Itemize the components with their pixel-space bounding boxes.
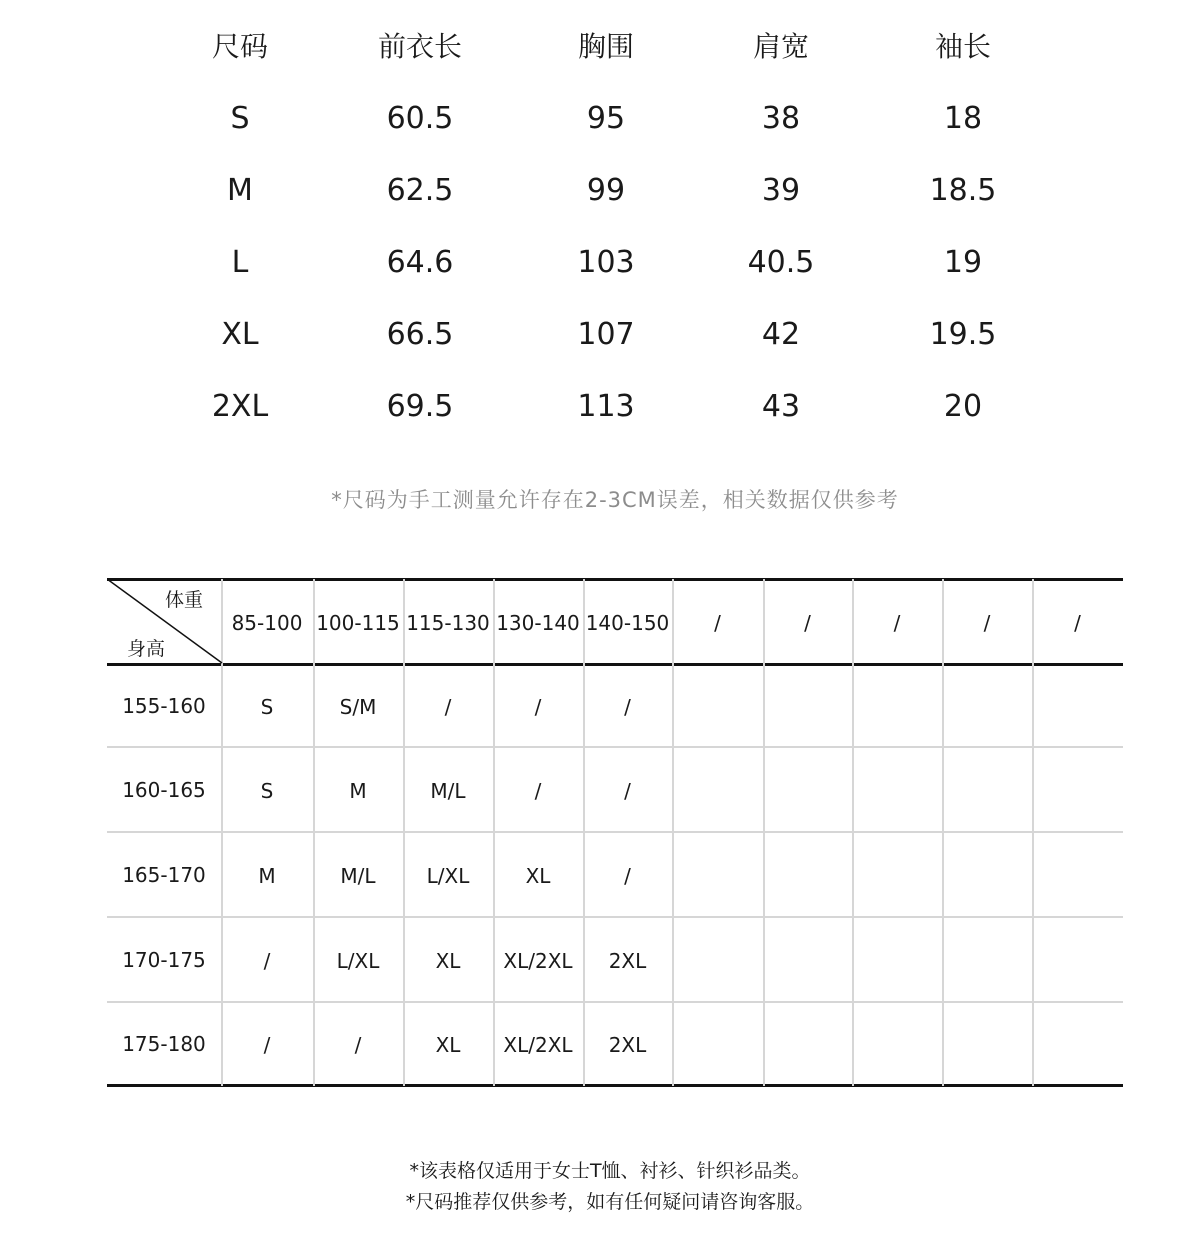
size-recommendation-cell: XL bbox=[525, 864, 551, 888]
size-recommendation-cell: L/XL bbox=[426, 864, 470, 888]
weight-axis-label: 体重 bbox=[165, 589, 204, 611]
weight-header: 85-100 bbox=[231, 611, 303, 635]
size-cell: 42 bbox=[761, 317, 801, 352]
size-recommendation-cell: 2XL bbox=[608, 949, 647, 973]
size-cell: 103 bbox=[577, 245, 635, 280]
size-recommendation-cell: XL/2XL bbox=[503, 1033, 573, 1057]
size-cell: M bbox=[227, 173, 253, 208]
size-cell: 60.5 bbox=[386, 101, 454, 136]
weight-header: 115-130 bbox=[406, 611, 490, 635]
size-cell: 40.5 bbox=[747, 245, 815, 280]
size-row bbox=[0, 382, 1200, 432]
size-recommendation-cell: L/XL bbox=[336, 949, 380, 973]
size-recommendation-cell: S bbox=[260, 779, 274, 803]
size-cell: 43 bbox=[761, 389, 801, 424]
size-recommendation-cell: XL bbox=[435, 949, 461, 973]
size-row bbox=[0, 166, 1200, 216]
size-cell: 2XL bbox=[211, 389, 269, 424]
header-front-length: 前衣长 bbox=[377, 30, 462, 63]
size-cell: 99 bbox=[586, 173, 626, 208]
size-row bbox=[0, 94, 1200, 144]
size-cell: 64.6 bbox=[386, 245, 454, 280]
size-cell: 66.5 bbox=[386, 317, 454, 352]
size-recommendation-cell: / bbox=[624, 864, 631, 888]
size-recommendation-cell: / bbox=[624, 695, 631, 719]
size-recommendation-cell: S/M bbox=[339, 695, 377, 719]
height-row-label: 175-180 bbox=[122, 1032, 206, 1056]
size-recommendation-cell: / bbox=[354, 1033, 362, 1057]
height-row-label: 160-165 bbox=[122, 778, 206, 802]
header-shoulder: 肩宽 bbox=[752, 30, 809, 63]
weight-header: 140-150 bbox=[585, 611, 670, 635]
height-row-label: 170-175 bbox=[122, 948, 206, 972]
weight-header: / bbox=[893, 611, 901, 635]
weight-header: / bbox=[714, 611, 721, 635]
size-cell: 69.5 bbox=[386, 389, 454, 424]
header-size: 尺码 bbox=[211, 30, 268, 63]
size-cell: L bbox=[231, 245, 249, 280]
size-row bbox=[0, 238, 1200, 288]
weight-header: 130-140 bbox=[496, 611, 580, 635]
size-recommendation-cell: / bbox=[444, 695, 452, 719]
size-cell: 38 bbox=[761, 101, 801, 136]
size-cell: 19 bbox=[943, 245, 983, 280]
weight-header: / bbox=[983, 611, 991, 635]
footer-note-reference: *尺码推荐仅供参考，如有任何疑问请咨询客服。 bbox=[405, 1191, 815, 1213]
size-recommendation-cell: / bbox=[263, 949, 271, 973]
size-row bbox=[0, 310, 1200, 360]
size-recommendation-cell: / bbox=[534, 779, 542, 803]
size-recommendation-cell: 2XL bbox=[608, 1033, 647, 1057]
header-sleeve: 袖长 bbox=[934, 30, 991, 63]
size-cell: 95 bbox=[586, 101, 626, 136]
measurement-note: *尺码为手工测量允许存在2-3CM误差，相关数据仅供参考 bbox=[331, 488, 899, 512]
size-cell: 18 bbox=[943, 101, 983, 136]
height-row-label: 155-160 bbox=[122, 694, 206, 718]
size-cell: 19.5 bbox=[929, 317, 997, 352]
size-recommendation-cell: / bbox=[263, 1033, 271, 1057]
size-recommendation-cell: XL/2XL bbox=[503, 949, 573, 973]
size-cell: 107 bbox=[577, 317, 635, 352]
size-cell: 18.5 bbox=[929, 173, 997, 208]
header-bust: 胸围 bbox=[577, 30, 634, 63]
size-cell: 113 bbox=[577, 389, 635, 424]
size-cell: XL bbox=[221, 317, 259, 352]
size-cell: 39 bbox=[761, 173, 801, 208]
size-recommendation-cell: M bbox=[258, 864, 276, 888]
size-cell: 62.5 bbox=[386, 173, 454, 208]
height-row-label: 165-170 bbox=[122, 863, 206, 887]
size-cell: 20 bbox=[943, 389, 983, 424]
weight-header: / bbox=[1074, 611, 1081, 635]
size-recommendation-cell: M/L bbox=[340, 864, 376, 888]
size-table-header bbox=[0, 22, 1200, 72]
size-recommendation-cell: / bbox=[534, 695, 542, 719]
footer-note-applicability: *该表格仅适用于女士T恤、衬衫、针织衫品类。 bbox=[409, 1160, 811, 1182]
size-cell: S bbox=[230, 101, 250, 136]
size-recommendation-cell: M/L bbox=[430, 779, 466, 803]
height-axis-label: 身高 bbox=[127, 638, 166, 660]
size-recommendation-cell: S bbox=[260, 695, 274, 719]
size-recommendation-cell: M bbox=[349, 779, 367, 803]
weight-header: 100-115 bbox=[316, 611, 400, 635]
size-recommendation-grid bbox=[107, 578, 1123, 1087]
size-recommendation-cell: / bbox=[624, 779, 631, 803]
size-recommendation-cell: XL bbox=[435, 1033, 461, 1057]
weight-header: / bbox=[804, 611, 811, 635]
